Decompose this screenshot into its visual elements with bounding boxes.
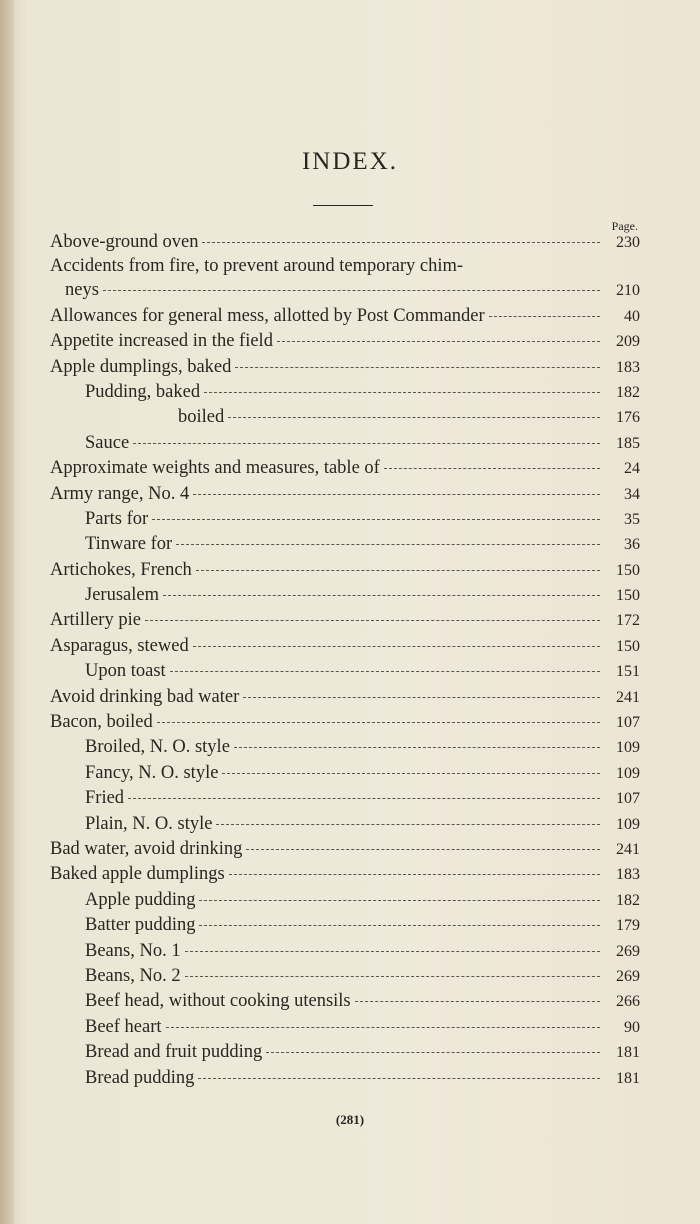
- index-entry: [50, 1040, 640, 1065]
- dot-leader: [128, 798, 600, 799]
- index-entry: [50, 583, 640, 608]
- index-entry: [50, 761, 640, 786]
- entry-label: Artillery pie: [50, 610, 141, 631]
- entry-page-number: 150: [616, 561, 640, 579]
- index-entry: [50, 786, 640, 811]
- entry-page-number: 36: [624, 536, 640, 554]
- entry-page-number: 269: [616, 967, 640, 985]
- index-entry: [50, 507, 640, 532]
- dot-leader: [266, 1052, 600, 1053]
- page-title: INDEX.: [301, 148, 398, 175]
- entry-page-number: 176: [616, 409, 640, 427]
- entry-page-number: 181: [616, 1069, 640, 1087]
- dot-leader: [216, 824, 600, 825]
- entry-label: Fried: [85, 788, 125, 809]
- entry-page-number: 150: [616, 587, 640, 605]
- entry-page-number: 182: [616, 891, 640, 909]
- dot-leader: [246, 849, 600, 850]
- index-entry: [50, 1015, 640, 1040]
- entry-label: Allowances for general mess, allotted by Post Commander: [50, 305, 485, 326]
- page-spine-edge: [0, 0, 14, 1224]
- dot-leader: [157, 722, 600, 723]
- entry-page-number: 181: [616, 1044, 640, 1062]
- entry-page-number: 241: [616, 688, 640, 706]
- dot-leader: [222, 773, 600, 774]
- dot-leader: [163, 595, 600, 596]
- dot-leader: [204, 392, 600, 393]
- index-entry: [50, 405, 640, 430]
- dot-leader: [229, 874, 600, 875]
- index-entry: [50, 812, 640, 837]
- dot-leader: [193, 646, 600, 647]
- entry-label: Bread and fruit pudding: [85, 1042, 263, 1063]
- entry-label: Army range, No. 4: [50, 483, 190, 504]
- entry-label: Beans, No. 2: [85, 965, 181, 986]
- dot-leader: [228, 417, 600, 418]
- index-entry: [50, 329, 640, 354]
- entry-page-number: 172: [616, 612, 640, 630]
- entry-label: Bread pudding: [85, 1067, 195, 1088]
- entry-page-number: 107: [616, 714, 640, 732]
- entry-label: Batter pudding: [85, 915, 196, 936]
- index-entries: [50, 230, 640, 1091]
- dot-leader: [384, 468, 600, 469]
- title-rule: [313, 205, 373, 206]
- index-entry: [50, 1066, 640, 1091]
- entry-page-number: 182: [616, 383, 640, 401]
- entry-label: Asparagus, stewed: [50, 635, 189, 656]
- index-entry: [50, 862, 640, 887]
- entry-label: Sauce: [85, 432, 130, 453]
- entry-page-number: 241: [616, 840, 640, 858]
- dot-leader: [199, 925, 600, 926]
- dot-leader: [193, 494, 600, 495]
- dot-leader: [145, 620, 600, 621]
- dot-leader: [196, 570, 600, 571]
- entry-label: Broiled, N. O. style: [85, 737, 230, 758]
- entry-label: Baked apple dumplings: [50, 864, 225, 885]
- entry-label: Accidents from fire, to prevent around temporary chim-: [50, 256, 464, 277]
- index-entry: [50, 304, 640, 329]
- entry-page-number: 183: [616, 866, 640, 884]
- index-entry: [50, 532, 640, 557]
- index-entry: [50, 608, 640, 633]
- entry-label: Apple pudding: [85, 889, 196, 910]
- index-entry: [50, 558, 640, 583]
- entry-label: Appetite increased in the field: [50, 331, 273, 352]
- index-entry: [50, 659, 640, 684]
- entry-label: Beef head, without cooking utensils: [85, 991, 351, 1012]
- entry-label: Bacon, boiled: [50, 712, 153, 733]
- dot-leader: [355, 1001, 600, 1002]
- dot-leader: [185, 976, 600, 977]
- dot-leader: [199, 900, 600, 901]
- index-entry: [50, 634, 640, 659]
- index-entry: [50, 913, 640, 938]
- index-entry: [50, 888, 640, 913]
- index-entry: [50, 482, 640, 507]
- entry-page-number: 109: [616, 764, 640, 782]
- index-entry: [50, 255, 640, 278]
- page-number: (281): [335, 1112, 365, 1127]
- index-entry: [50, 380, 640, 405]
- entry-page-number: 269: [616, 942, 640, 960]
- entry-label: Beef heart: [85, 1016, 162, 1037]
- entry-label: Approximate weights and measures, table of: [50, 458, 380, 479]
- entry-page-number: 230: [616, 234, 640, 251]
- entry-page-number: 107: [616, 790, 640, 808]
- index-entry: [50, 278, 640, 303]
- entry-page-number: 183: [616, 358, 640, 376]
- entry-label: Fancy, N. O. style: [85, 762, 219, 783]
- entry-label: Bad water, avoid drinking: [50, 838, 243, 859]
- entry-label: Jerusalem: [85, 585, 159, 606]
- entry-label: Upon toast: [85, 661, 166, 682]
- entry-label: Apple dumplings, baked: [50, 356, 232, 377]
- page-column-header: Page.: [611, 219, 638, 233]
- entry-page-number: 90: [624, 1018, 640, 1036]
- dot-leader: [202, 242, 600, 243]
- index-entry: [50, 939, 640, 964]
- dot-leader: [176, 544, 600, 545]
- index-entry: [50, 964, 640, 989]
- dot-leader: [198, 1078, 600, 1079]
- entry-page-number: 209: [616, 333, 640, 351]
- index-entry: [50, 710, 640, 735]
- index-entry: [50, 431, 640, 456]
- dot-leader: [235, 367, 600, 368]
- entry-label: Beans, No. 1: [85, 940, 181, 961]
- entry-label: neys: [65, 280, 99, 301]
- index-entry: [50, 355, 640, 380]
- entry-page-number: 24: [624, 460, 640, 478]
- entry-label: Above-ground oven: [50, 232, 199, 252]
- entry-label: Avoid drinking bad water: [50, 686, 240, 707]
- dot-leader: [234, 747, 600, 748]
- entry-label: Artichokes, French: [50, 559, 192, 580]
- entry-page-number: 266: [616, 993, 640, 1011]
- index-entry: [50, 456, 640, 481]
- entry-label: Plain, N. O. style: [85, 813, 213, 834]
- index-entry: [50, 685, 640, 710]
- dot-leader: [170, 671, 600, 672]
- index-entry: [50, 230, 640, 255]
- entry-label: Tinware for: [85, 534, 173, 555]
- entry-label: Parts for: [85, 508, 149, 529]
- entry-page-number: 179: [616, 917, 640, 935]
- index-entry: [50, 837, 640, 862]
- dot-leader: [489, 316, 600, 317]
- entry-page-number: 185: [616, 434, 640, 452]
- entry-label: boiled: [178, 407, 225, 428]
- index-entry: [50, 989, 640, 1014]
- entry-page-number: 34: [624, 485, 640, 503]
- dot-leader: [243, 697, 600, 698]
- dot-leader: [152, 519, 600, 520]
- entry-page-number: 210: [616, 282, 640, 300]
- dot-leader: [103, 290, 600, 291]
- dot-leader: [133, 443, 600, 444]
- entry-page-number: 150: [616, 637, 640, 655]
- dot-leader: [166, 1027, 600, 1028]
- dot-leader: [277, 341, 600, 342]
- entry-label: Pudding, baked: [85, 381, 201, 402]
- entry-page-number: 40: [624, 307, 640, 325]
- entry-page-number: 35: [624, 510, 640, 528]
- entry-page-number: 109: [616, 739, 640, 757]
- entry-page-number: 109: [616, 815, 640, 833]
- entry-page-number: 151: [616, 663, 640, 681]
- index-entry: [50, 735, 640, 760]
- dot-leader: [185, 951, 600, 952]
